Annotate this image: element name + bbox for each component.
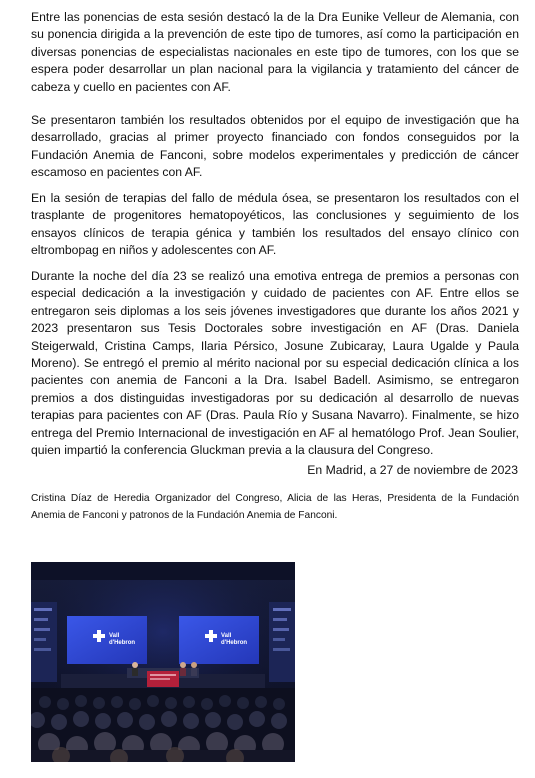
left-projection-screen	[67, 616, 147, 664]
photo-caption: Cristina Díaz de Heredia Organizador del Congreso, Alicia de las Heras, Presidenta de la Fundación Anemia de Fanconi y patronos de la Fundación Anemia de Fanconi.	[31, 493, 519, 521]
screen-logo-line1: Vall	[109, 633, 120, 639]
paragraph-awards: Durante la noche del día 23 se realizó una emotiva entrega de premios a personas con especial dedicación a la investigación y cuidado de pacientes con AF. Entre ellos se entregaron seis diplomas a los seis jóvenes investigadores que durante los años 2021 y 2023 presentaron sus Tesis Doctorales sobre investigación en AF (Dras. Daniela Steigerwald, Cristina Camps, Ilaria Pérsico, Josune Zubicaray, Laura Ugalde y Paula Moreno). Se entregó el premio al mérito nacional por su especial dedicación clínica a los pacientes con anemia de Fanconi a la Dra. Isabel Badell. Asimismo, se entregaron premios a dos distinguidas investigadoras por su dedicación al desarrollo de nuevas terapias para pacientes con AF (Dras. Paula Río y Susana Navarro). Finalmente, se hizo entrega del Premio Internacional de investigación en AF al hematólogo Prof. Jean Soulier, quien impartió la conferencia Gluckman previa a la clausura del Congreso.	[31, 269, 519, 458]
screen-logo-line2: d'Hebron	[109, 640, 136, 646]
screen-logo-line2: d'Hebron	[221, 640, 248, 646]
congress-photo-illustration	[31, 562, 295, 762]
right-side-banner	[269, 602, 295, 682]
paragraph-research-results: Se presentaron también los resultados obtenidos por el equipo de investigación que ha desarrollado, gracias al primer proyecto financiado con fondos conseguidos por la Fundación Anemia de Fanconi, sobre modelos experimentales y predicción de cáncer escamoso en pacientes con AF.	[31, 113, 519, 180]
paragraph-session-tumors: Entre las ponencias de esta sesión destacó la de la Dra Eunike Velleur de Alemania, con su ponencia dirigida a la prevención de este tipo de tumores, así como la participación en diversas ponencias de especialistas nacionales en este tipo de tumores, con los que se espera poder desarrollar un plan nacional para la vigilancia y tratamiento del cáncer de cabeza y cuello en pacientes con AF.	[31, 10, 519, 94]
right-projection-screen	[179, 616, 259, 664]
screen-logo-line1: Vall	[221, 633, 232, 639]
place-and-date: En Madrid, a 27 de noviembre de 2023	[307, 463, 518, 477]
audience	[31, 688, 295, 762]
left-side-banner	[31, 602, 57, 682]
paragraph-bone-marrow-therapies: En la sesión de terapias del fallo de médula ósea, se presentaron los resultados con el trasplante de progenitores hematopoyéticos, las conclusiones y seguimiento de los ensayos clínicos de terapia génica y también los resultados del ensayo clínico con eltrombopag en niños y adolescentes con AF.	[31, 191, 519, 258]
congress-photo	[31, 562, 295, 762]
